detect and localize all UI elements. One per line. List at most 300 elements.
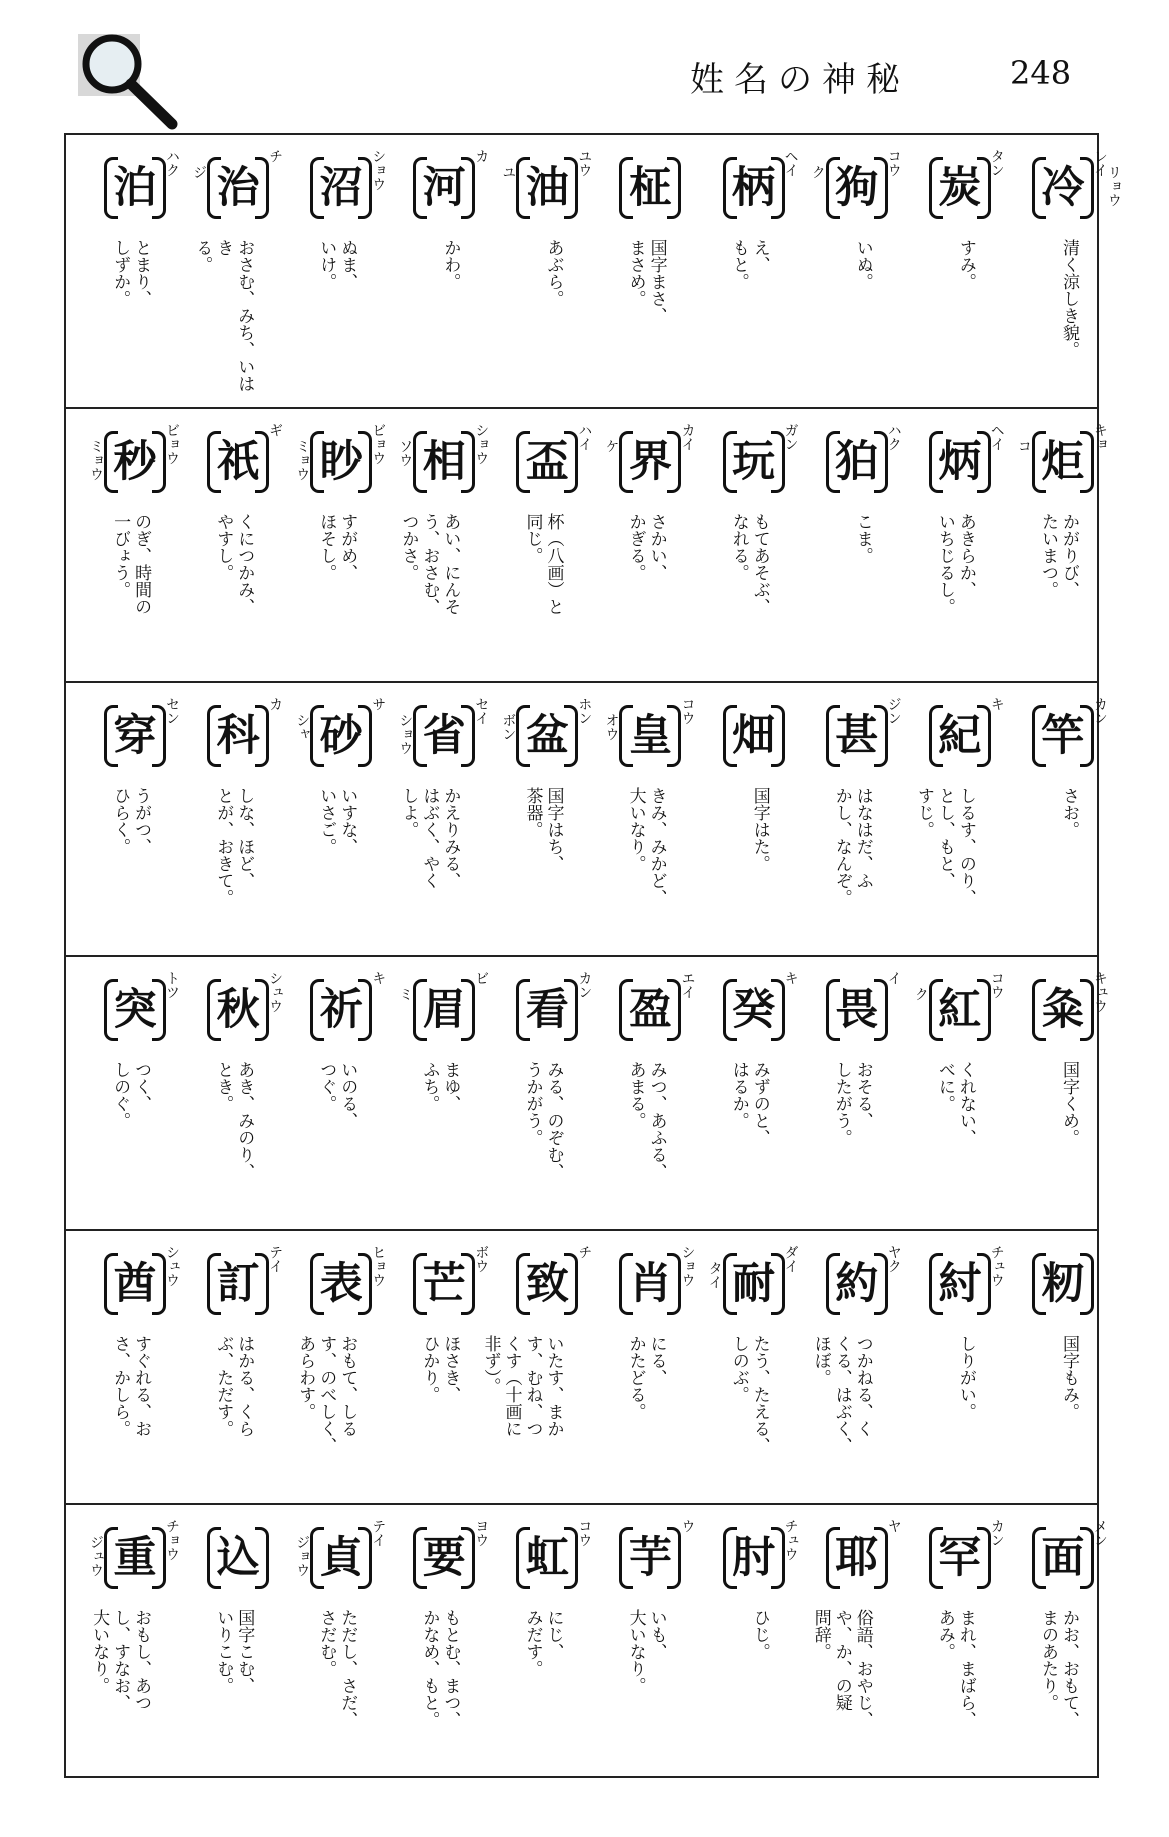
bracket-left [104, 1253, 118, 1315]
kanji-character: 酋 [113, 1258, 157, 1309]
on-reading: カ [267, 697, 284, 711]
meaning-text: しな、ほど、 とが、おきて。 [213, 787, 255, 906]
alt-reading: オウ [603, 713, 620, 741]
kanji-frame [310, 429, 372, 495]
meaning-text: くにつかみ、 やすし。 [213, 513, 255, 615]
meaning-text: くれない、 べに。 [934, 1061, 976, 1146]
meaning-text: いぬ。 [852, 239, 873, 290]
kanji-table [64, 133, 1122, 1778]
meaning-text: まゆ、 ふち。 [419, 1061, 461, 1112]
meaning-text: すがめ、 ほそし。 [316, 513, 358, 581]
kanji-entry [891, 683, 1005, 955]
kanji-entry [581, 1231, 696, 1503]
bracket-left [310, 1253, 324, 1315]
on-reading: サ [370, 697, 387, 711]
on-reading: コウ [576, 1519, 593, 1547]
kanji-character: 面 [1041, 1532, 1085, 1583]
on-reading: ホン [576, 697, 593, 725]
meaning-text: 国字くめ。 [1058, 1061, 1079, 1146]
kanji-character: 河 [422, 162, 466, 213]
bracket-left [619, 1527, 633, 1589]
bracket-left [619, 705, 633, 767]
on-reading: コウ [885, 149, 902, 177]
meaning-text: にる、 かたどる。 [625, 1335, 667, 1420]
on-reading: キョ [1091, 423, 1108, 451]
alt-reading: ミョウ [294, 439, 311, 481]
kanji-character: 祇 [216, 436, 260, 487]
on-reading: ジン [885, 697, 902, 725]
kanji-frame [1032, 977, 1094, 1043]
kanji-frame [207, 977, 269, 1043]
bracket-right [771, 979, 785, 1041]
meaning-text: みずのと、 はるか。 [728, 1061, 770, 1146]
kanji-character: 秒 [113, 436, 157, 487]
bracket-left [413, 705, 427, 767]
bracket-left [929, 1253, 943, 1315]
alt-reading: ミ [397, 987, 414, 1001]
on-reading: チ [576, 1245, 593, 1259]
kanji-frame [310, 703, 372, 769]
alt-reading: ショウ [397, 713, 414, 755]
kanji-entry [581, 957, 696, 1229]
meaning-text: いたす、まか す、むね、つ くす（十画に 非ず）。 [480, 1335, 564, 1437]
kanji-entry [375, 683, 490, 955]
page-number: 248 [1010, 54, 1072, 92]
on-reading: キ [782, 971, 799, 985]
bracket-right [667, 157, 681, 219]
on-reading: ビ [473, 971, 490, 985]
kanji-frame [619, 429, 681, 495]
bracket-left [826, 157, 840, 219]
kanji-character: 込 [216, 1532, 260, 1583]
meaning-text: みる、のぞむ、 うかがう。 [522, 1061, 564, 1180]
meaning-text: すぐれる、お さ、かしら。 [110, 1335, 152, 1437]
table-row [66, 1231, 1097, 1505]
bracket-left [516, 157, 530, 219]
kanji-frame [207, 155, 269, 221]
kanji-entry [994, 409, 1108, 681]
kanji-frame [207, 1525, 269, 1591]
bracket-left [929, 1527, 943, 1589]
bracket-left [929, 157, 943, 219]
kanji-frame [826, 703, 888, 769]
alt-reading: タイ [706, 1261, 723, 1289]
kanji-frame [723, 1525, 785, 1591]
kanji-frame [310, 1525, 372, 1591]
kanji-frame [723, 703, 785, 769]
meaning-text: 杯（八画）と 同じ。 [522, 513, 564, 615]
kanji-entry [581, 135, 684, 407]
bracket-left [826, 979, 840, 1041]
alt-reading: ソウ [397, 439, 414, 467]
on-reading: イ [885, 971, 902, 985]
on-reading: ヘイ [988, 423, 1005, 451]
kanji-frame [619, 1525, 681, 1591]
alt-reading: ジュウ [88, 1535, 104, 1577]
alt-reading: ケ [603, 439, 620, 453]
kanji-character: 狛 [835, 436, 879, 487]
kanji-frame [310, 977, 372, 1043]
meaning-text: すみ。 [955, 239, 976, 290]
bracket-left [929, 705, 943, 767]
kanji-frame [1032, 1525, 1094, 1591]
meaning-text: 国字はた。 [749, 787, 770, 872]
bracket-right [255, 431, 269, 493]
bracket-left [826, 1527, 840, 1589]
on-reading: シュウ [164, 1245, 180, 1287]
alt-reading: ク [912, 987, 929, 1001]
kanji-character: 突 [113, 984, 157, 1035]
on-reading: テイ [370, 1519, 387, 1547]
kanji-entry [891, 409, 1005, 681]
bracket-left [104, 705, 118, 767]
on-reading: カン [1091, 697, 1108, 725]
on-reading: ショウ [370, 149, 387, 191]
kanji-entry [66, 135, 180, 407]
bracket-left [516, 979, 530, 1041]
bracket-left [516, 705, 530, 767]
on-reading: エイ [679, 971, 696, 999]
alt-reading: コ [1015, 439, 1032, 453]
kanji-character: 約 [835, 1258, 879, 1309]
meaning-text: ひじ。 [749, 1609, 770, 1660]
meaning-text: あぶら。 [543, 239, 564, 307]
kanji-frame [1032, 429, 1094, 495]
on-reading: ハイ [576, 423, 593, 451]
kanji-entry [788, 957, 902, 1229]
on-reading: ヘイ [782, 149, 799, 177]
kanji-frame [207, 1251, 269, 1317]
on-reading: カイ [679, 423, 696, 451]
meaning-text: 国字まさ、 まさめ。 [625, 239, 667, 324]
kanji-character: 柄 [732, 162, 776, 213]
on-reading: ヒョウ [370, 1245, 387, 1287]
kanji-entry [788, 683, 902, 955]
on-reading: シュウ [267, 971, 284, 1013]
kanji-entry [685, 683, 788, 955]
alt-reading: ジ [191, 165, 208, 179]
on-reading: ビョウ [370, 423, 387, 465]
bracket-left [104, 1527, 118, 1589]
meaning-text: かえりみる、 はぶく、やく しよ。 [398, 787, 461, 889]
kanji-character: 炳 [938, 436, 982, 487]
kanji-frame [310, 155, 372, 221]
kanji-character: 省 [422, 710, 466, 761]
on-reading: ボウ [473, 1245, 490, 1273]
on-reading: チュウ [782, 1519, 799, 1561]
kanji-entry [66, 683, 180, 955]
bracket-left [104, 431, 118, 493]
meaning-text: かがりび、 たいまつ。 [1037, 513, 1079, 598]
kanji-entry [994, 1231, 1097, 1503]
kanji-frame [826, 977, 888, 1043]
kanji-frame [516, 155, 578, 221]
kanji-entry [478, 683, 593, 955]
meaning-text: こま。 [852, 513, 873, 564]
alt-reading: ク [809, 165, 826, 179]
meaning-text: たう、たえる、 しのぶ。 [728, 1335, 770, 1454]
kanji-frame [104, 703, 166, 769]
meaning-text: ぬま、 いけ。 [316, 239, 358, 290]
kanji-entry [478, 957, 593, 1229]
kanji-entry [169, 1231, 284, 1503]
bracket-left [619, 431, 633, 493]
kanji-character: 致 [525, 1258, 569, 1309]
bracket-right [771, 705, 785, 767]
bracket-left [723, 1527, 737, 1589]
bracket-left [413, 1527, 427, 1589]
meaning-text: 国字こむ、 いりこむ。 [213, 1609, 255, 1694]
alt-reading: シャ [294, 713, 311, 741]
kanji-character: 眇 [319, 436, 363, 487]
kanji-entry [581, 1505, 696, 1776]
bracket-left [207, 431, 221, 493]
bracket-right [255, 705, 269, 767]
kanji-character: 油 [525, 162, 569, 213]
kanji-character: 紂 [938, 1258, 982, 1309]
kanji-entry [272, 683, 387, 955]
bracket-left [619, 979, 633, 1041]
kanji-frame [619, 155, 681, 221]
kanji-frame [723, 155, 785, 221]
on-reading: カン [988, 1519, 1005, 1547]
on-reading: ショウ [679, 1245, 696, 1287]
kanji-character: 表 [319, 1258, 363, 1309]
kanji-character: 炬 [1041, 436, 1085, 487]
kanji-frame [929, 429, 991, 495]
kanji-character: 炭 [938, 162, 982, 213]
bracket-left [723, 1253, 737, 1315]
kanji-entry [272, 135, 387, 407]
kanji-character: 皇 [628, 710, 672, 761]
kanji-entry [375, 1231, 490, 1503]
kanji-frame [413, 429, 475, 495]
kanji-character: 泊 [113, 162, 157, 213]
kanji-frame [104, 429, 166, 495]
kanji-frame [826, 1251, 888, 1317]
kanji-frame [929, 703, 991, 769]
bracket-left [1032, 979, 1046, 1041]
table-row [66, 1505, 1108, 1776]
alt-reading: ジョウ [294, 1535, 311, 1577]
kanji-frame [619, 977, 681, 1043]
kanji-entry [685, 135, 799, 407]
kanji-entry [478, 409, 593, 681]
kanji-character: 肖 [628, 1258, 672, 1309]
kanji-entry [891, 135, 1005, 407]
on-reading: ビョウ [164, 423, 180, 465]
kanji-frame [723, 977, 785, 1043]
meaning-text: 清く涼しき貌。 [1058, 239, 1079, 358]
kanji-entry [581, 683, 696, 955]
bracket-left [1032, 431, 1046, 493]
bracket-left [310, 431, 324, 493]
on-reading: カン [576, 971, 593, 999]
kanji-character: 穿 [113, 710, 157, 761]
bracket-right [255, 1527, 269, 1589]
bracket-left [207, 157, 221, 219]
meaning-text: あい、にんそ う、おさむ、 つかさ。 [398, 513, 461, 615]
meaning-text: かお、おもて、 まのあたり。 [1037, 1609, 1079, 1728]
kanji-character: 竿 [1041, 710, 1085, 761]
meaning-text: え、 もと。 [728, 239, 770, 290]
bracket-right [874, 979, 888, 1041]
kanji-entry [891, 1505, 1005, 1776]
on-reading: カ [473, 149, 490, 163]
bracket-left [516, 1527, 530, 1589]
bracket-left [413, 157, 427, 219]
bracket-left [207, 1253, 221, 1315]
kanji-character: 紅 [938, 984, 982, 1035]
bracket-left [310, 157, 324, 219]
bracket-left [929, 431, 943, 493]
kanji-character: 癸 [732, 984, 776, 1035]
kanji-entry [169, 957, 284, 1229]
meaning-text: あき、みのり、 とき。 [213, 1061, 255, 1180]
kanji-entry [478, 135, 593, 407]
magnifier-icon [74, 24, 184, 134]
kanji-entry [788, 1505, 902, 1776]
meaning-text: 俗語、おやじ、 や、か、の疑 問辞。 [810, 1609, 873, 1728]
kanji-frame [929, 1251, 991, 1317]
on-reading: レイ [1091, 149, 1108, 177]
meaning-text: さお。 [1058, 787, 1079, 838]
bracket-left [1032, 1253, 1046, 1315]
kanji-entry [169, 409, 284, 681]
meaning-text: ほさき、 ひかり。 [419, 1335, 461, 1403]
kanji-character: 耶 [835, 1532, 879, 1583]
kanji-entry [375, 1505, 490, 1776]
kanji-frame [104, 1525, 166, 1591]
on-reading: ヤク [885, 1245, 902, 1273]
bracket-left [826, 1253, 840, 1315]
meaning-text: かわ。 [440, 239, 461, 290]
kanji-entry [685, 1505, 799, 1776]
kanji-character: 畏 [835, 984, 879, 1035]
kanji-entry [375, 957, 490, 1229]
table-row [66, 683, 1108, 957]
bracket-right [977, 705, 991, 767]
kanji-character: 盆 [525, 710, 569, 761]
kanji-entry [375, 409, 490, 681]
kanji-frame [723, 429, 785, 495]
table-row [66, 409, 1108, 683]
bracket-left [207, 979, 221, 1041]
bracket-right [358, 979, 372, 1041]
bracket-left [310, 979, 324, 1041]
kanji-entry [272, 957, 387, 1229]
on-reading: ショウ [473, 423, 490, 465]
kanji-entry [169, 1505, 272, 1776]
kanji-entry [891, 957, 1005, 1229]
kanji-frame [310, 1251, 372, 1317]
meaning-text: しりがい。 [955, 1335, 976, 1420]
on-reading: ダイ [782, 1245, 799, 1273]
meaning-text: つかねる、く くる、はぶく、 ほぼ。 [810, 1335, 873, 1454]
kanji-character: 畑 [732, 710, 776, 761]
kanji-frame [104, 977, 166, 1043]
bracket-left [1032, 157, 1046, 219]
kanji-frame [413, 1525, 475, 1591]
alt-reading: ユ [500, 165, 517, 179]
meaning-text: しるす、のり、 とし、もと、 すじ。 [913, 787, 976, 906]
kanji-character: 秋 [216, 984, 260, 1035]
kanji-character: 貞 [319, 1532, 363, 1583]
kanji-character: 芋 [628, 1532, 672, 1583]
on-reading: チュウ [988, 1245, 1005, 1287]
kanji-character: 虹 [525, 1532, 569, 1583]
bracket-right [667, 1527, 681, 1589]
kanji-character: 沼 [319, 162, 363, 213]
alt-reading: ミョウ [88, 439, 104, 481]
kanji-character: 看 [525, 984, 569, 1035]
kanji-frame [929, 155, 991, 221]
meaning-text: きみ、みかど、 大いなり。 [625, 787, 667, 906]
kanji-character: 甚 [835, 710, 879, 761]
kanji-character: 狗 [835, 162, 879, 213]
table-row [66, 135, 1122, 409]
bracket-left [1032, 1527, 1046, 1589]
meaning-text: はなはだ、ふ かし、なんぞ。 [831, 787, 873, 906]
bracket-left [723, 979, 737, 1041]
meaning-text: いのる、 つぐ。 [316, 1061, 358, 1129]
kanji-character: 砂 [319, 710, 363, 761]
bracket-right [564, 1253, 578, 1315]
kanji-character: 治 [216, 162, 260, 213]
on-reading: リョウ [1105, 165, 1122, 207]
bracket-left [826, 705, 840, 767]
kanji-character: 籾 [1041, 1258, 1085, 1309]
kanji-character: 芒 [422, 1258, 466, 1309]
bracket-right [461, 979, 475, 1041]
meaning-text: のぎ、時間の 一びょう。 [110, 513, 152, 615]
bracket-right [874, 1527, 888, 1589]
kanji-frame [1032, 155, 1094, 221]
kanji-entry [788, 409, 902, 681]
on-reading: ハク [164, 149, 180, 177]
kanji-frame [1032, 703, 1094, 769]
meaning-text: おもし、あつ し、すなお、 大いなり。 [89, 1609, 152, 1711]
kanji-entry [685, 957, 799, 1229]
meaning-text: ただし、さだ、 さだむ。 [316, 1609, 358, 1728]
kanji-entry [66, 1505, 180, 1776]
kanji-entry [375, 135, 490, 407]
kanji-character: 界 [628, 436, 672, 487]
kanji-entry [66, 409, 180, 681]
on-reading: テイ [267, 1245, 284, 1273]
on-reading: ギ [267, 423, 284, 437]
kanji-entry [788, 1231, 902, 1503]
meaning-text: 国字はち、 茶器。 [522, 787, 564, 872]
kanji-character: 柾 [628, 162, 672, 213]
kanji-entry [788, 135, 902, 407]
on-reading: トツ [164, 971, 180, 999]
bracket-left [723, 431, 737, 493]
meaning-text: 国字もみ。 [1058, 1335, 1079, 1420]
kanji-entry [272, 1231, 387, 1503]
bracket-right [461, 157, 475, 219]
bracket-left [207, 1527, 221, 1589]
bracket-left [929, 979, 943, 1041]
meaning-text: もてあそぶ、 なれる。 [728, 513, 770, 615]
bracket-left [516, 1253, 530, 1315]
kanji-frame [929, 1525, 991, 1591]
bracket-left [310, 705, 324, 767]
kanji-character: 訂 [216, 1258, 260, 1309]
bracket-left [413, 979, 427, 1041]
kanji-entry [994, 957, 1108, 1229]
kanji-entry [994, 1505, 1108, 1776]
